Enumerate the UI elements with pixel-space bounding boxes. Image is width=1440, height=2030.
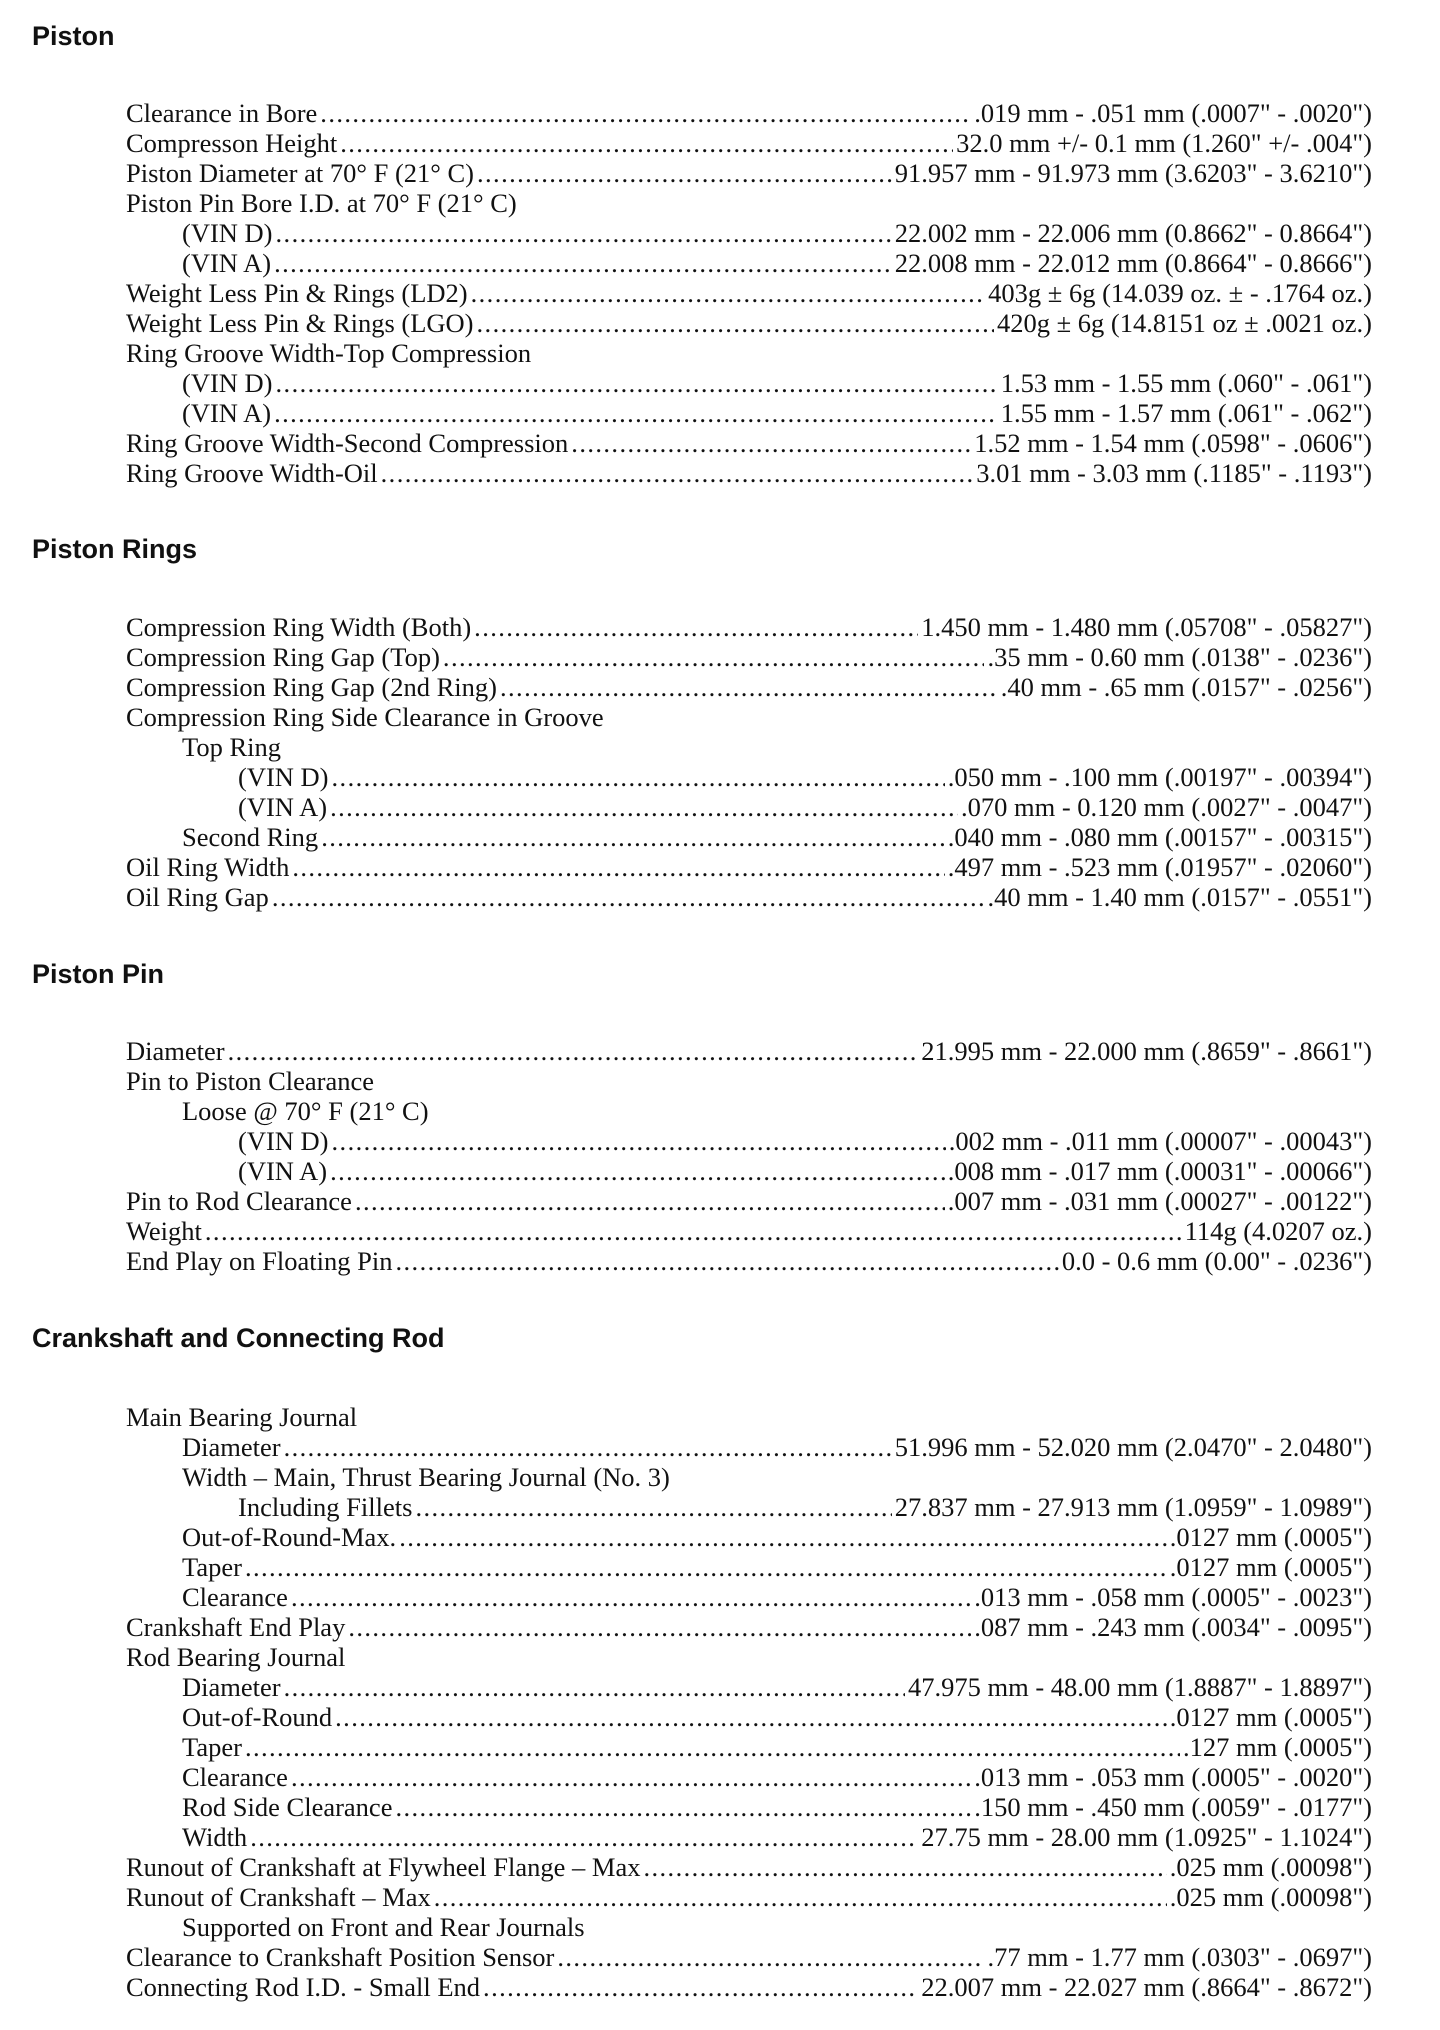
spec-row xyxy=(0,248,1440,278)
spec-label: Diameter xyxy=(182,1672,281,1702)
spec-label: Pin to Piston Clearance xyxy=(126,1066,375,1096)
spec-label: Clearance to Crankshaft Position Sensor xyxy=(126,1942,555,1972)
spec-row xyxy=(0,188,1440,218)
spec-value: .0127 mm (.0005") xyxy=(1169,1522,1372,1552)
spec-row xyxy=(0,1582,1440,1612)
spec-row xyxy=(0,278,1440,308)
spec-value: .040 mm - .080 mm (.00157" - .00315") xyxy=(947,822,1372,852)
spec-row xyxy=(0,822,1440,852)
dot-leader xyxy=(321,822,945,852)
spec-row xyxy=(0,128,1440,158)
spec-row xyxy=(0,1672,1440,1702)
spec-value: 22.002 mm - 22.006 mm (0.8662" - 0.8664") xyxy=(894,218,1372,248)
dot-leader xyxy=(477,158,892,188)
spec-label: Second Ring xyxy=(182,822,319,852)
spec-value: .150 mm - .450 mm (.0059" - .0177") xyxy=(974,1792,1372,1822)
spec-value: 420g ± 6g (14.8151 oz ± .0021 oz.) xyxy=(996,308,1372,338)
spec-value: 1.53 mm - 1.55 mm (.060" - .061") xyxy=(1000,368,1372,398)
spec-value: 1.55 mm - 1.57 mm (.061" - .062") xyxy=(1000,398,1372,428)
spec-label: (VIN A) xyxy=(182,248,272,278)
spec-row xyxy=(0,1882,1440,1912)
section-heading: Piston Pin xyxy=(32,959,165,989)
dot-leader xyxy=(250,1822,918,1852)
dot-leader xyxy=(415,1492,891,1522)
spec-row xyxy=(0,672,1440,702)
spec-label: Rod Side Clearance xyxy=(182,1792,393,1822)
spec-label: Diameter xyxy=(126,1036,225,1066)
dot-leader xyxy=(432,1096,1369,1126)
dot-leader xyxy=(245,1732,1180,1762)
spec-label: Compression Ring Width (Both) xyxy=(126,612,472,642)
spec-label: Piston Diameter at 70° F (21° C) xyxy=(126,158,474,188)
spec-row xyxy=(0,158,1440,188)
spec-label: Taper xyxy=(182,1552,242,1582)
dot-leader xyxy=(534,338,1369,368)
dot-leader xyxy=(355,1186,945,1216)
spec-row xyxy=(0,398,1440,428)
spec-label: (VIN A) xyxy=(238,1156,328,1186)
spec-row xyxy=(0,338,1440,368)
spec-row xyxy=(0,852,1440,882)
spec-label: Diameter xyxy=(182,1432,281,1462)
spec-value: .013 mm - .058 mm (.0005" - .0023") xyxy=(974,1582,1372,1612)
spec-row xyxy=(0,1762,1440,1792)
dot-leader xyxy=(395,1792,971,1822)
dot-leader xyxy=(205,1216,1182,1246)
spec-row xyxy=(0,1432,1440,1462)
spec-label: Connecting Rod I.D. - Small End xyxy=(126,1972,481,2002)
spec-row xyxy=(0,1912,1440,1942)
spec-label: Ring Groove Width-Second Compression xyxy=(126,428,569,458)
spec-row xyxy=(0,1702,1440,1732)
dot-leader xyxy=(330,792,958,822)
spec-row xyxy=(0,1822,1440,1852)
spec-label: Taper xyxy=(182,1732,242,1762)
dot-leader xyxy=(228,1036,919,1066)
spec-label: Ring Groove Width-Top Compression xyxy=(126,338,532,368)
spec-row xyxy=(0,98,1440,128)
dot-leader xyxy=(284,1432,892,1462)
dot-leader xyxy=(274,248,892,278)
spec-label: Compression Ring Side Clearance in Groove xyxy=(126,702,604,732)
dot-leader xyxy=(483,1972,918,2002)
spec-value: 114g (4.0207 oz.) xyxy=(1184,1216,1372,1246)
spec-row xyxy=(0,308,1440,338)
spec-value: 47.975 mm - 48.00 mm (1.8887" - 1.8897") xyxy=(907,1672,1372,1702)
spec-value: .002 mm - .011 mm (.00007" - .00043") xyxy=(948,1126,1372,1156)
spec-label: (VIN D) xyxy=(182,368,273,398)
spec-value: 51.996 mm - 52.020 mm (2.0470" - 2.0480") xyxy=(894,1432,1372,1462)
dot-leader xyxy=(348,1612,971,1642)
dot-leader xyxy=(330,1156,945,1186)
spec-row xyxy=(0,702,1440,732)
dot-leader xyxy=(643,1852,1166,1882)
dot-leader xyxy=(245,1552,1167,1582)
spec-value: 1.52 mm - 1.54 mm (.0598" - .0606") xyxy=(974,428,1372,458)
dot-leader xyxy=(588,1912,1369,1942)
spec-label: End Play on Floating Pin xyxy=(126,1246,393,1276)
spec-label: Out-of-Round xyxy=(182,1702,333,1732)
spec-row xyxy=(0,732,1440,762)
spec-row xyxy=(0,1096,1440,1126)
spec-label: Clearance xyxy=(182,1762,288,1792)
spec-label: Weight Less Pin & Rings (LGO) xyxy=(126,308,474,338)
spec-row xyxy=(0,218,1440,248)
spec-row xyxy=(0,1462,1440,1492)
spec-value: 22.008 mm - 22.012 mm (0.8664" - 0.8666") xyxy=(894,248,1372,278)
spec-label: Clearance in Bore xyxy=(126,98,318,128)
dot-leader xyxy=(571,428,971,458)
spec-label: Supported on Front and Rear Journals xyxy=(182,1912,585,1942)
spec-value: .35 mm - 0.60 mm (.0138" - .0236") xyxy=(987,642,1372,672)
dot-leader xyxy=(332,1126,946,1156)
spec-label: Including Fillets xyxy=(238,1492,413,1522)
dot-leader xyxy=(520,188,1369,218)
spec-value: .77 mm - 1.77 mm (.0303" - .0697") xyxy=(987,1942,1372,1972)
spec-label: Oil Ring Width xyxy=(126,852,290,882)
spec-label: Clearance xyxy=(182,1582,288,1612)
spec-row xyxy=(0,1126,1440,1156)
spec-value: 27.837 mm - 27.913 mm (1.0959" - 1.0989") xyxy=(894,1492,1372,1522)
spec-label: Weight Less Pin & Rings (LD2) xyxy=(126,278,468,308)
dot-leader xyxy=(320,98,971,128)
spec-label: Compression Ring Gap (Top) xyxy=(126,642,440,672)
spec-label: Compresson Height xyxy=(126,128,338,158)
dot-leader xyxy=(335,1702,1167,1732)
spec-row xyxy=(0,1156,1440,1186)
spec-label: Top Ring xyxy=(182,732,281,762)
spec-value: .40 mm - 1.40 mm (.0157" - .0551") xyxy=(987,882,1372,912)
spec-row xyxy=(0,762,1440,792)
dot-leader xyxy=(381,458,974,488)
spec-row xyxy=(0,1852,1440,1882)
spec-value: .013 mm - .053 mm (.0005" - .0020") xyxy=(974,1762,1372,1792)
spec-label: (VIN A) xyxy=(238,792,328,822)
dot-leader xyxy=(434,1882,1167,1912)
spec-value: 27.75 mm - 28.00 mm (1.0925" - 1.1024") xyxy=(921,1822,1372,1852)
dot-leader xyxy=(396,1246,1059,1276)
spec-value: 0.0 - 0.6 mm (0.00" - .0236") xyxy=(1061,1246,1372,1276)
spec-row xyxy=(0,792,1440,822)
spec-value: .087 mm - .243 mm (.0034" - .0095") xyxy=(974,1612,1372,1642)
spec-label: Runout of Crankshaft at Flywheel Flange – Max xyxy=(126,1852,641,1882)
spec-value: .008 mm - .017 mm (.00031" - .00066") xyxy=(947,1156,1372,1186)
spec-value: .050 mm - .100 mm (.00197" - .00394") xyxy=(947,762,1372,792)
dot-leader xyxy=(272,882,985,912)
dot-leader xyxy=(291,1582,971,1612)
dot-leader xyxy=(284,1672,905,1702)
spec-list xyxy=(0,98,1440,488)
spec-label: Main Bearing Journal xyxy=(126,1402,358,1432)
spec-list xyxy=(0,612,1440,912)
spec-row xyxy=(0,368,1440,398)
dot-leader xyxy=(340,128,953,158)
dot-leader xyxy=(443,642,985,672)
spec-row xyxy=(0,1792,1440,1822)
spec-row xyxy=(0,1492,1440,1522)
dot-leader xyxy=(500,672,998,702)
dot-leader xyxy=(377,1066,1369,1096)
spec-label: (VIN A) xyxy=(182,398,272,428)
section-heading: Piston Rings xyxy=(32,534,198,564)
spec-value: .0127 mm (.0005") xyxy=(1169,1552,1372,1582)
spec-row xyxy=(0,642,1440,672)
dot-leader xyxy=(276,368,998,398)
spec-row xyxy=(0,1972,1440,2002)
spec-label: Width xyxy=(182,1822,248,1852)
spec-row xyxy=(0,1402,1440,1432)
dot-leader xyxy=(471,278,986,308)
spec-label: Weight xyxy=(126,1216,202,1246)
spec-list xyxy=(0,1036,1440,1276)
spec-row xyxy=(0,1942,1440,1972)
spec-row xyxy=(0,882,1440,912)
spec-value: .497 mm - .523 mm (.01957" - .02060") xyxy=(947,852,1372,882)
spec-label: Out-of-Round-Max. xyxy=(182,1522,397,1552)
spec-label: Crankshaft End Play xyxy=(126,1612,346,1642)
spec-row xyxy=(0,1186,1440,1216)
spec-label: Ring Groove Width-Oil xyxy=(126,458,378,488)
spec-label: Compression Ring Gap (2nd Ring) xyxy=(126,672,497,702)
spec-value: .127 mm (.0005") xyxy=(1183,1732,1372,1762)
spec-label: (VIN D) xyxy=(238,762,329,792)
spec-label: Piston Pin Bore I.D. at 70° F (21° C) xyxy=(126,188,517,218)
spec-row xyxy=(0,1246,1440,1276)
spec-value: 1.450 mm - 1.480 mm (.05708" - .05827") xyxy=(921,612,1372,642)
dot-leader xyxy=(607,702,1369,732)
section-heading: Piston xyxy=(32,21,115,51)
spec-label: (VIN D) xyxy=(238,1126,329,1156)
spec-row xyxy=(0,1612,1440,1642)
spec-label: Loose @ 70° F (21° C) xyxy=(182,1096,429,1126)
spec-row xyxy=(0,1216,1440,1246)
spec-value: 22.007 mm - 22.027 mm (.8664" - .8672") xyxy=(921,1972,1372,2002)
section-heading: Crankshaft and Connecting Rod xyxy=(32,1323,445,1353)
spec-list xyxy=(0,1402,1440,2002)
spec-row xyxy=(0,1036,1440,1066)
spec-row xyxy=(0,458,1440,488)
spec-value: 3.01 mm - 3.03 mm (.1185" - .1193") xyxy=(976,458,1372,488)
spec-value: 403g ± 6g (14.039 oz. ± - .1764 oz.) xyxy=(988,278,1372,308)
dot-leader xyxy=(292,852,944,882)
spec-row xyxy=(0,1642,1440,1672)
spec-row xyxy=(0,1732,1440,1762)
dot-leader xyxy=(557,1942,984,1972)
dot-leader xyxy=(477,308,994,338)
spec-label: Pin to Rod Clearance xyxy=(126,1186,352,1216)
spec-label: Oil Ring Gap xyxy=(126,882,269,912)
spec-label: (VIN D) xyxy=(182,218,273,248)
spec-value: 32.0 mm +/- 0.1 mm (1.260" +/- .004") xyxy=(956,128,1372,158)
dot-leader xyxy=(399,1522,1167,1552)
dot-leader xyxy=(474,612,918,642)
spec-value: 91.957 mm - 91.973 mm (3.6203" - 3.6210") xyxy=(894,158,1372,188)
spec-row xyxy=(0,612,1440,642)
spec-row xyxy=(0,1522,1440,1552)
spec-label: Width – Main, Thrust Bearing Journal (No. 3) xyxy=(182,1462,670,1492)
spec-value: .019 mm - .051 mm (.0007" - .0020") xyxy=(974,98,1372,128)
spec-value: .0127 mm (.0005") xyxy=(1169,1702,1372,1732)
spec-value: .025 mm (.00098") xyxy=(1169,1882,1372,1912)
dot-leader xyxy=(348,1642,1369,1672)
spec-row xyxy=(0,1066,1440,1096)
spec-value: .025 mm (.00098") xyxy=(1169,1852,1372,1882)
dot-leader xyxy=(360,1402,1369,1432)
spec-row xyxy=(0,1552,1440,1582)
spec-value: .070 mm - 0.120 mm (.0027" - .0047") xyxy=(960,792,1372,822)
spec-label: Rod Bearing Journal xyxy=(126,1642,346,1672)
dot-leader xyxy=(276,218,892,248)
dot-leader xyxy=(673,1462,1369,1492)
spec-value: 21.995 mm - 22.000 mm (.8659" - .8661") xyxy=(921,1036,1372,1066)
dot-leader xyxy=(274,398,998,428)
dot-leader xyxy=(332,762,945,792)
dot-leader xyxy=(284,732,1369,762)
spec-row xyxy=(0,428,1440,458)
spec-value: .007 mm - .031 mm (.00027" - .00122") xyxy=(947,1186,1372,1216)
spec-value: .40 mm - .65 mm (.0157" - .0256") xyxy=(1000,672,1372,702)
dot-leader xyxy=(291,1762,971,1792)
spec-label: Runout of Crankshaft – Max xyxy=(126,1882,431,1912)
